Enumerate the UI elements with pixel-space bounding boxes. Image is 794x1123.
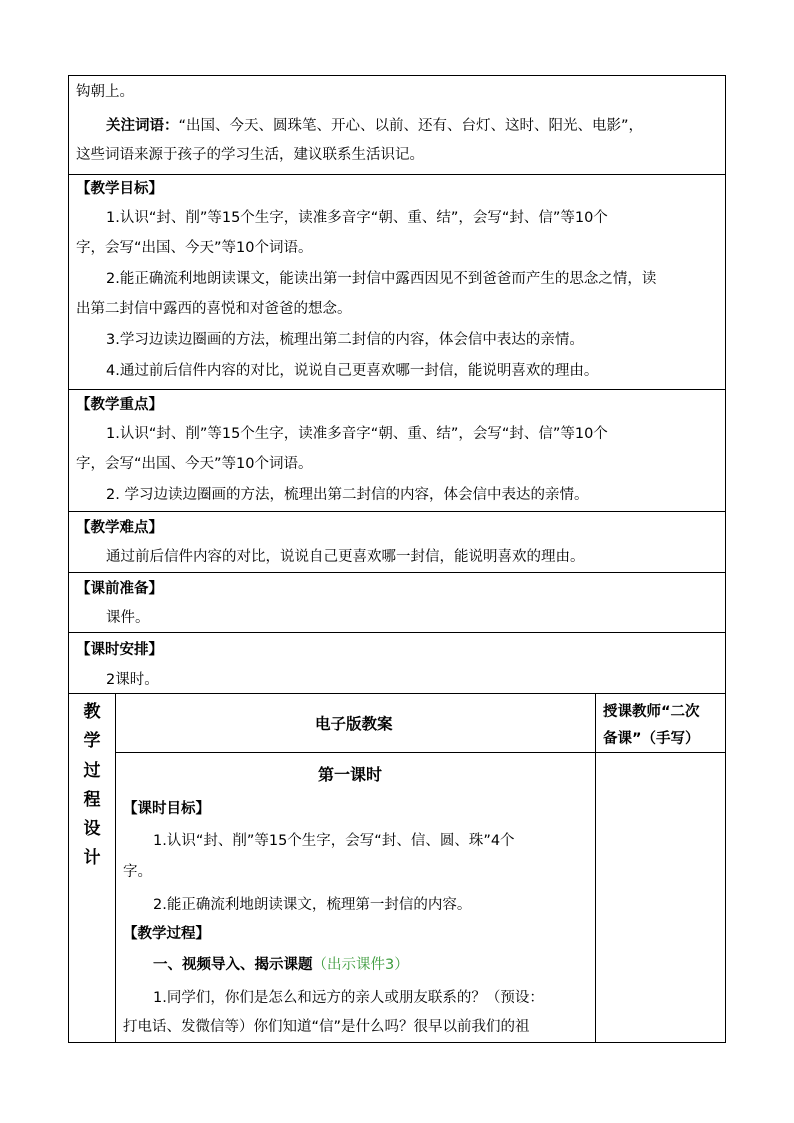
difficulty-text: 通过前后信件内容的对比，说说自己更喜欢哪一封信，能说明喜欢的理由。 [106, 549, 585, 565]
step-one-text: 打电话、发微信等）你们知道“信”是什么吗？很早以前我们的祖 [123, 1019, 530, 1035]
key-points-heading: 【教学重点】 [76, 397, 163, 413]
preparation-text: 课件。 [106, 610, 150, 626]
electronic-plan-title: 电子版教案 [315, 715, 393, 733]
teacher-note-header: 授课教师“二次 [603, 704, 700, 720]
side-label-char: 程 [83, 790, 101, 810]
focus-words-note: 这些词语来源于孩子的学习生活，建议联系生活识记。 [76, 147, 424, 163]
lesson-goal-line: 1.认识“封、削”等15个生字，会写“封、信、圆、珠”4个 [153, 833, 515, 849]
objectives-heading: 【教学目标】 [76, 181, 163, 197]
row-divider [68, 632, 726, 633]
table-border-bottom [68, 1042, 726, 1043]
objective-line: 1.认识“封、削”等15个生字，读准多音字“朝、重、结”，会写“封、信”等10个 [106, 210, 608, 226]
table-border-left [68, 75, 69, 1043]
intro-line: 钩朝上。 [76, 84, 134, 100]
objective-line: 字，会写“出国、今天”等10个词语。 [76, 240, 313, 256]
step-one-title [153, 955, 409, 975]
difficulty-heading: 【教学难点】 [76, 520, 163, 536]
key-point-line: 1.认识“封、削”等15个生字，读准多音字“朝、重、结”，会写“封、信”等10个 [106, 426, 608, 442]
side-label-char: 设 [83, 819, 101, 839]
focus-words [106, 116, 643, 136]
side-label-char: 教 [83, 702, 101, 722]
row-divider [68, 174, 726, 175]
row-divider [68, 572, 726, 573]
process-header-divider [115, 752, 726, 753]
objective-line: 4.通过前后信件内容的对比，说说自己更喜欢哪一封信，能说明喜欢的理由。 [106, 363, 599, 379]
lesson-goal-line: 2.能正确流利地朗读课文，梳理第一封信的内容。 [153, 897, 472, 913]
lesson-title: 第一课时 [318, 765, 383, 784]
row-divider [68, 693, 726, 694]
step-one-text: 1.同学们，你们是怎么和远方的亲人或朋友联系的？（预设： [153, 990, 544, 1006]
lesson-goals-heading: 【课时目标】 [123, 801, 210, 817]
teacher-note-header: 备课”（手写） [603, 731, 700, 747]
step-one-title-text: 一、视频导入、揭示课题 [153, 957, 313, 973]
key-point-line: 2. 学习边读边圈画的方法，梳理出第二封信的内容，体会信中表达的亲情。 [106, 487, 589, 503]
table-border-top [68, 75, 726, 76]
objective-line: 3.学习边读边圈画的方法，梳理出第二封信的内容，体会信中表达的亲情。 [106, 332, 584, 348]
objective-line: 出第二封信中露西的喜悦和对爸爸的想念。 [76, 301, 352, 317]
schedule-text: 2课时。 [106, 672, 159, 688]
focus-words-text: “出国、今天、圆珠笔、开心、以前、还有、台灯、这时、阳光、电影”， [178, 118, 644, 134]
row-divider [68, 389, 726, 390]
courseware-note: （出示课件3） [312, 957, 409, 973]
preparation-heading: 【课前准备】 [76, 581, 163, 597]
lesson-goal-line: 字。 [123, 864, 152, 880]
side-label-char: 学 [83, 731, 101, 751]
objective-line: 2.能正确流利地朗读课文，能读出第一封信中露西因见不到爸爸而产生的思念之情，读 [106, 271, 657, 287]
process-heading: 【教学过程】 [123, 926, 210, 942]
row-divider [68, 511, 726, 512]
process-col-divider [115, 693, 116, 1043]
focus-label: 关注词语： [106, 118, 179, 134]
schedule-heading: 【课时安排】 [76, 642, 163, 658]
side-label-char: 过 [83, 761, 101, 781]
key-point-line: 字，会写“出国、今天”等10个词语。 [76, 456, 313, 472]
table-border-right [725, 75, 726, 1043]
process-col-divider [595, 693, 596, 1043]
side-label-char: 计 [83, 848, 101, 868]
